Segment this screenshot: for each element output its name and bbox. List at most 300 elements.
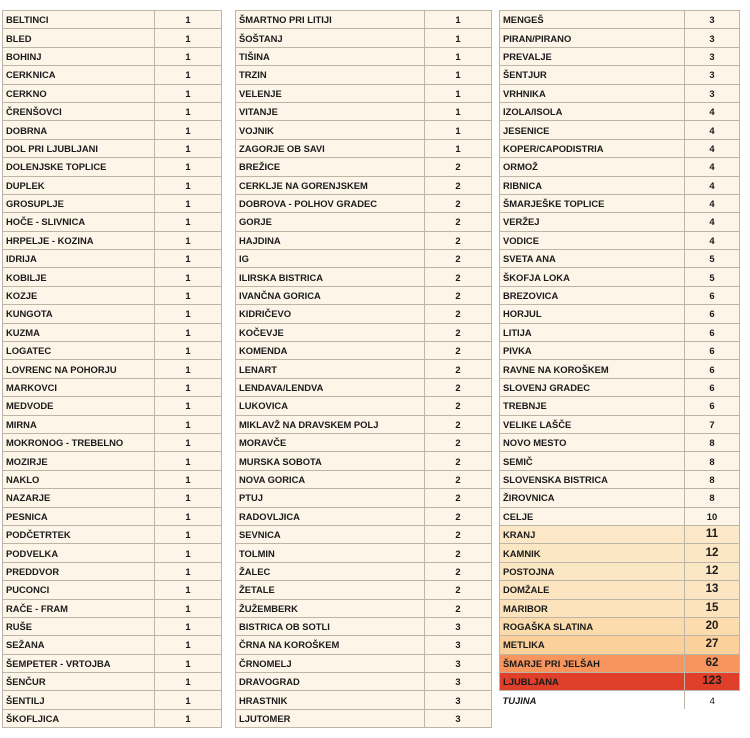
municipality-name: LENART [236,360,425,378]
table-row [500,231,740,249]
table-row [236,84,492,102]
case-count: 1 [155,66,222,84]
case-count: 2 [425,305,492,323]
municipality-name: PESNICA [3,507,155,525]
table-row [500,11,740,29]
municipality-name: MIRNA [3,415,155,433]
case-count: 1 [155,415,222,433]
case-count: 1 [425,84,492,102]
municipality-name: ORMOŽ [500,158,685,176]
case-count: 1 [155,213,222,231]
municipality-name: TREBNJE [500,397,685,415]
table-row [236,194,492,212]
table-row [500,286,740,304]
case-count: 20 [685,617,740,635]
case-count: 2 [425,323,492,341]
municipality-name: PUCONCI [3,581,155,599]
case-count: 1 [155,231,222,249]
table-row [500,599,740,617]
municipality-name: SVETA ANA [500,250,685,268]
municipality-name: VERŽEJ [500,213,685,231]
table-row [3,525,222,543]
case-count: 6 [685,286,740,304]
municipality-name: ČRENŠOVCI [3,102,155,120]
table-row [500,415,740,433]
municipality-name: MORAVČE [236,433,425,451]
municipality-name: HRASTNIK [236,691,425,709]
case-count: 2 [425,213,492,231]
case-count: 1 [155,47,222,65]
case-count: 2 [425,378,492,396]
case-count: 1 [425,47,492,65]
municipality-name: BREŽICE [236,158,425,176]
table-row [3,433,222,451]
municipality-name: METLIKA [500,636,685,654]
municipality-name: DOMŽALE [500,581,685,599]
municipality-name: SLOVENSKA BISTRICA [500,470,685,488]
table-row [3,213,222,231]
case-count: 1 [425,139,492,157]
municipality-name: DRAVOGRAD [236,673,425,691]
case-count: 123 [685,673,740,691]
municipality-name: ILIRSKA BISTRICA [236,268,425,286]
municipality-table-2 [235,10,492,728]
table-row [500,544,740,562]
municipality-name: MOKRONOG - TREBELNO [3,433,155,451]
table-row [500,176,740,194]
municipality-name: ČRNOMELJ [236,654,425,672]
case-count: 1 [155,636,222,654]
municipality-name: PREVALJE [500,47,685,65]
municipality-name: VELIKE LAŠČE [500,415,685,433]
municipality-table-1 [2,10,222,728]
case-count: 1 [155,544,222,562]
municipality-name: HOČE - SLIVNICA [3,213,155,231]
table-row [500,158,740,176]
municipality-name: ŠENČUR [3,673,155,691]
table-row [500,378,740,396]
municipality-name: ŠMARTNO PRI LITIJI [236,11,425,29]
case-count: 6 [685,305,740,323]
municipality-name: KIDRIČEVO [236,305,425,323]
municipality-name: KOZJE [3,286,155,304]
municipality-name: VITANJE [236,102,425,120]
municipality-name: IDRIJA [3,250,155,268]
case-count: 1 [155,158,222,176]
table-row [3,231,222,249]
table-row [236,11,492,29]
case-count: 2 [425,599,492,617]
municipality-name: TIŠINA [236,47,425,65]
municipality-name: ŠENTILJ [3,691,155,709]
municipality-name: ŠMARJE PRI JELŠAH [500,654,685,672]
case-count: 2 [425,268,492,286]
municipality-name: RUŠE [3,617,155,635]
municipality-name: CERKNICA [3,66,155,84]
case-count: 4 [685,691,740,709]
case-count: 4 [685,231,740,249]
table-row [236,581,492,599]
table-row [3,709,222,727]
case-count: 4 [685,176,740,194]
municipality-name: LJUTOMER [236,709,425,727]
municipality-name: GROSUPLJE [3,194,155,212]
municipality-name: JESENICE [500,121,685,139]
table-row [236,139,492,157]
table-row [3,250,222,268]
case-count: 1 [155,433,222,451]
municipality-name: BOHINJ [3,47,155,65]
table-row [236,397,492,415]
table-row [3,507,222,525]
table-row [236,342,492,360]
table-row [500,636,740,654]
case-count: 2 [425,452,492,470]
municipality-name: DUPLEK [3,176,155,194]
case-count: 1 [155,121,222,139]
municipality-name: ŠMARJEŠKE TOPLICE [500,194,685,212]
case-count: 2 [425,231,492,249]
case-count: 4 [685,121,740,139]
municipality-name: PODVELKA [3,544,155,562]
table-row [236,709,492,727]
table-row [500,489,740,507]
municipality-name: ŠOŠTANJ [236,29,425,47]
municipality-name: BREZOVICA [500,286,685,304]
case-count: 2 [425,250,492,268]
municipality-name: ŠENTJUR [500,66,685,84]
table-row [236,231,492,249]
case-count: 2 [425,470,492,488]
case-count: 2 [425,286,492,304]
case-count: 1 [155,673,222,691]
case-count: 1 [425,121,492,139]
table-row [236,158,492,176]
municipality-name: SEVNICA [236,525,425,543]
case-count: 15 [685,599,740,617]
table-row [3,378,222,396]
municipality-name: ŽETALE [236,581,425,599]
table-row [500,360,740,378]
municipality-name: TRZIN [236,66,425,84]
municipality-name: LOVRENC NA POHORJU [3,360,155,378]
case-count: 1 [155,617,222,635]
municipality-name: ČRNA NA KOROŠKEM [236,636,425,654]
case-count: 5 [685,250,740,268]
case-count: 1 [425,66,492,84]
table-row [3,489,222,507]
table-row [3,470,222,488]
case-count: 3 [425,617,492,635]
case-count: 1 [155,342,222,360]
municipality-name: HRPELJE - KOZINA [3,231,155,249]
municipality-name: KOMENDA [236,342,425,360]
case-count: 1 [425,102,492,120]
municipality-name: DOBRNA [3,121,155,139]
municipality-name: MARKOVCI [3,378,155,396]
case-count: 6 [685,342,740,360]
case-count: 3 [685,29,740,47]
table-row [3,66,222,84]
municipality-name: KRANJ [500,525,685,543]
case-count: 2 [425,544,492,562]
table-row [236,691,492,709]
table-row [500,121,740,139]
municipality-name: VOJNIK [236,121,425,139]
case-count: 4 [685,139,740,157]
case-count: 1 [155,139,222,157]
case-count: 1 [425,11,492,29]
case-count: 1 [155,323,222,341]
case-count: 3 [685,47,740,65]
municipality-name: CERKNO [3,84,155,102]
table-row [500,305,740,323]
table-row [500,673,740,691]
case-count: 8 [685,433,740,451]
table-row [3,323,222,341]
table-row [236,507,492,525]
case-count: 7 [685,415,740,433]
municipality-name: VRHNIKA [500,84,685,102]
table-row [3,691,222,709]
municipality-name: KOBILJE [3,268,155,286]
case-count: 13 [685,581,740,599]
municipality-name: KUNGOTA [3,305,155,323]
case-count: 1 [155,250,222,268]
case-count: 3 [685,66,740,84]
municipality-name: KUZMA [3,323,155,341]
municipality-name: MARIBOR [500,599,685,617]
municipality-name: BLED [3,29,155,47]
municipality-name: CELJE [500,507,685,525]
table-row [236,323,492,341]
table-row [500,691,740,709]
table-row [236,654,492,672]
table-row [500,581,740,599]
table-row [3,305,222,323]
table-row [500,562,740,580]
municipality-name: DOBROVA - POLHOV GRADEC [236,194,425,212]
case-count: 1 [155,176,222,194]
table-row [500,250,740,268]
table-row [3,673,222,691]
municipality-name: GORJE [236,213,425,231]
case-count: 2 [425,525,492,543]
case-count: 3 [685,11,740,29]
table-row [500,139,740,157]
municipality-name: LUKOVICA [236,397,425,415]
municipality-name: PREDDVOR [3,562,155,580]
table-row [236,305,492,323]
table-row [236,378,492,396]
municipality-name: PIRAN/PIRANO [500,29,685,47]
municipality-name: NAZARJE [3,489,155,507]
table-row [236,47,492,65]
table-row [236,599,492,617]
municipality-name: RAVNE NA KOROŠKEM [500,360,685,378]
case-count: 2 [425,507,492,525]
case-count: 2 [425,562,492,580]
table-row [236,29,492,47]
case-count: 8 [685,452,740,470]
case-count: 1 [155,691,222,709]
case-count: 12 [685,562,740,580]
municipality-name: LITIJA [500,323,685,341]
table-row [500,323,740,341]
case-count: 1 [155,599,222,617]
case-count: 3 [425,636,492,654]
municipality-name: SEMIČ [500,452,685,470]
case-count: 1 [155,452,222,470]
table-row [236,268,492,286]
table-row [236,415,492,433]
municipality-name: CERKLJE NA GORENJSKEM [236,176,425,194]
case-count: 1 [155,562,222,580]
table-row [500,66,740,84]
municipality-name: DOL PRI LJUBLJANI [3,139,155,157]
case-count: 1 [155,360,222,378]
municipality-name: BELTINCI [3,11,155,29]
case-count: 2 [425,194,492,212]
case-count: 1 [425,29,492,47]
municipality-name: TUJINA [500,691,685,709]
table-row [500,470,740,488]
municipality-name: KOČEVJE [236,323,425,341]
case-count: 2 [425,158,492,176]
table-row [236,562,492,580]
municipality-name: BISTRICA OB SOTLI [236,617,425,635]
table-row [236,213,492,231]
municipality-name: MENGEŠ [500,11,685,29]
table-row [500,617,740,635]
case-count: 2 [425,176,492,194]
table-row [500,268,740,286]
case-count: 1 [155,84,222,102]
table-row [3,47,222,65]
case-count: 8 [685,470,740,488]
table-row [3,452,222,470]
case-count: 4 [685,194,740,212]
case-count: 6 [685,360,740,378]
table-row [500,507,740,525]
case-count: 2 [425,581,492,599]
table-row [500,525,740,543]
table-row [3,654,222,672]
municipality-name: IVANČNA GORICA [236,286,425,304]
table-row [500,29,740,47]
case-count: 4 [685,102,740,120]
municipality-table-3 [499,10,740,710]
case-count: 1 [155,654,222,672]
case-count: 3 [685,84,740,102]
municipality-name: MURSKA SOBOTA [236,452,425,470]
case-count: 1 [155,507,222,525]
table-row [500,102,740,120]
table-row [500,84,740,102]
municipality-name: IG [236,250,425,268]
table-row [3,11,222,29]
table-row [236,489,492,507]
case-count: 5 [685,268,740,286]
table-row [500,397,740,415]
municipality-name: PIVKA [500,342,685,360]
table-row [3,286,222,304]
case-count: 1 [155,305,222,323]
municipality-name: HORJUL [500,305,685,323]
table-row [236,102,492,120]
case-count: 3 [425,691,492,709]
municipality-name: ZAGORJE OB SAVI [236,139,425,157]
table-row [3,360,222,378]
table-row [236,121,492,139]
table-row [3,397,222,415]
municipality-name: ŠEMPETER - VRTOJBA [3,654,155,672]
case-count: 2 [425,397,492,415]
case-count: 3 [425,673,492,691]
table-row [3,617,222,635]
table-row [500,47,740,65]
municipality-name: DOLENJSKE TOPLICE [3,158,155,176]
case-count: 2 [425,415,492,433]
municipality-name: MOZIRJE [3,452,155,470]
table-row [3,194,222,212]
table-row [236,673,492,691]
table-row [236,544,492,562]
case-count: 1 [155,268,222,286]
municipality-name: RADOVLJICA [236,507,425,525]
municipality-name: ŠKOFJA LOKA [500,268,685,286]
table-row [3,599,222,617]
case-count: 8 [685,489,740,507]
municipality-name: VELENJE [236,84,425,102]
case-count: 11 [685,525,740,543]
case-count: 27 [685,636,740,654]
table-row [3,562,222,580]
table-row [3,29,222,47]
case-count: 1 [155,378,222,396]
table-row [3,581,222,599]
case-count: 2 [425,342,492,360]
table-row [236,636,492,654]
table-row [3,84,222,102]
municipality-name: PTUJ [236,489,425,507]
municipality-name: MEDVODE [3,397,155,415]
case-count: 2 [425,489,492,507]
table-row [236,525,492,543]
table-row [236,617,492,635]
table-row [236,286,492,304]
table-row [3,121,222,139]
case-count: 1 [155,11,222,29]
municipality-name: SEŽANA [3,636,155,654]
table-row [236,250,492,268]
table-row [3,342,222,360]
municipality-name: NOVA GORICA [236,470,425,488]
municipality-name: IZOLA/ISOLA [500,102,685,120]
case-count: 6 [685,378,740,396]
municipality-name: NOVO MESTO [500,433,685,451]
municipality-name: TOLMIN [236,544,425,562]
table-row [3,415,222,433]
table-row [3,139,222,157]
case-count: 6 [685,397,740,415]
case-count: 1 [155,581,222,599]
case-count: 1 [155,470,222,488]
table-row [236,360,492,378]
municipality-name: ŽALEC [236,562,425,580]
case-count: 6 [685,323,740,341]
table-row [500,452,740,470]
